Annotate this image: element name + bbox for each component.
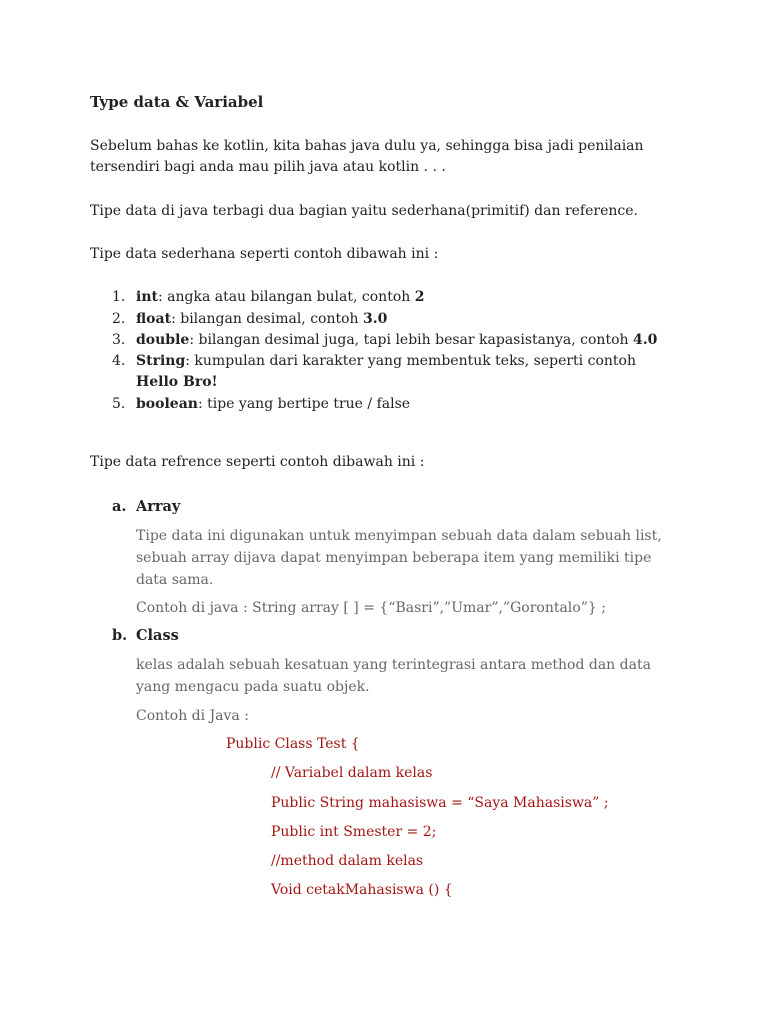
simple-types-heading: Tipe data sederhana seperti contoh dibawah ini : xyxy=(90,246,439,262)
code-line-comment-variable: // Variabel dalam kelas xyxy=(271,765,433,781)
division-paragraph: Tipe data di java terbagi dua bagian yaitu sederhana(primitif) dan reference. xyxy=(90,203,638,219)
list-number: 5. xyxy=(112,396,126,412)
intro-paragraph: Sebelum bahas ke kotlin, kita bahas java dulu ya, sehingga bisa jadi penilaian tersendiri bagi anda mau pilih java atau kotlin . . . xyxy=(90,138,644,175)
class-description: kelas adalah sebuah kesatuan yang terintegrasi antara method dan data yang mengacu pada suatu objek. xyxy=(136,657,651,695)
type-term: String xyxy=(136,353,186,369)
array-description: Tipe data ini digunakan untuk menyimpan sebuah data dalam sebuah list, sebuah array dijava dapat menyimpan beberapa item yang memiliki tipe data sama. xyxy=(136,528,662,588)
array-label: Array xyxy=(136,498,181,515)
type-description: : kumpulan dari karakter yang membentuk teks, seperti contoh xyxy=(185,353,636,369)
type-description: : bilangan desimal, contoh xyxy=(171,311,364,327)
type-description: : angka atau bilangan bulat, contoh xyxy=(157,289,415,305)
type-term: float xyxy=(136,311,172,327)
code-line-class: Public Class Test { xyxy=(226,736,360,752)
class-example-label: Contoh di Java : xyxy=(136,708,249,724)
code-line-method: Void cetakMahasiswa () { xyxy=(271,882,453,898)
code-line-comment-method: //method dalam kelas xyxy=(271,853,424,869)
class-heading xyxy=(112,625,179,646)
array-letter: a. xyxy=(112,498,127,515)
code-line-string-field: Public String mahasiswa = “Saya Mahasiswa” ; xyxy=(271,795,609,811)
type-example: Hello Bro! xyxy=(136,374,218,390)
class-label: Class xyxy=(136,627,179,644)
list-number: 3. xyxy=(112,332,126,348)
list-number: 4. xyxy=(112,353,126,369)
class-letter: b. xyxy=(112,627,128,644)
type-term: int xyxy=(136,289,158,305)
type-example: 2 xyxy=(414,289,425,305)
type-term: double xyxy=(136,332,190,348)
reference-types-heading: Tipe data refrence seperti contoh dibawah ini : xyxy=(90,454,425,470)
list-number: 1. xyxy=(112,289,126,305)
type-description: : tipe yang bertipe true / false xyxy=(197,396,411,412)
type-description: : bilangan desimal juga, tapi lebih besar kapasistanya, contoh xyxy=(189,332,633,348)
code-line-int-field: Public int Smester = 2; xyxy=(271,824,437,840)
type-example: 4.0 xyxy=(632,332,658,348)
type-term: boolean xyxy=(136,396,198,412)
array-example: Contoh di java : String array [ ] = {“Basri”,”Umar”,”Gorontalo”} ; xyxy=(136,600,606,616)
list-number: 2. xyxy=(112,311,126,327)
array-heading xyxy=(112,496,180,517)
document-title: Type data & Variabel xyxy=(90,93,264,111)
type-example: 3.0 xyxy=(363,311,388,327)
